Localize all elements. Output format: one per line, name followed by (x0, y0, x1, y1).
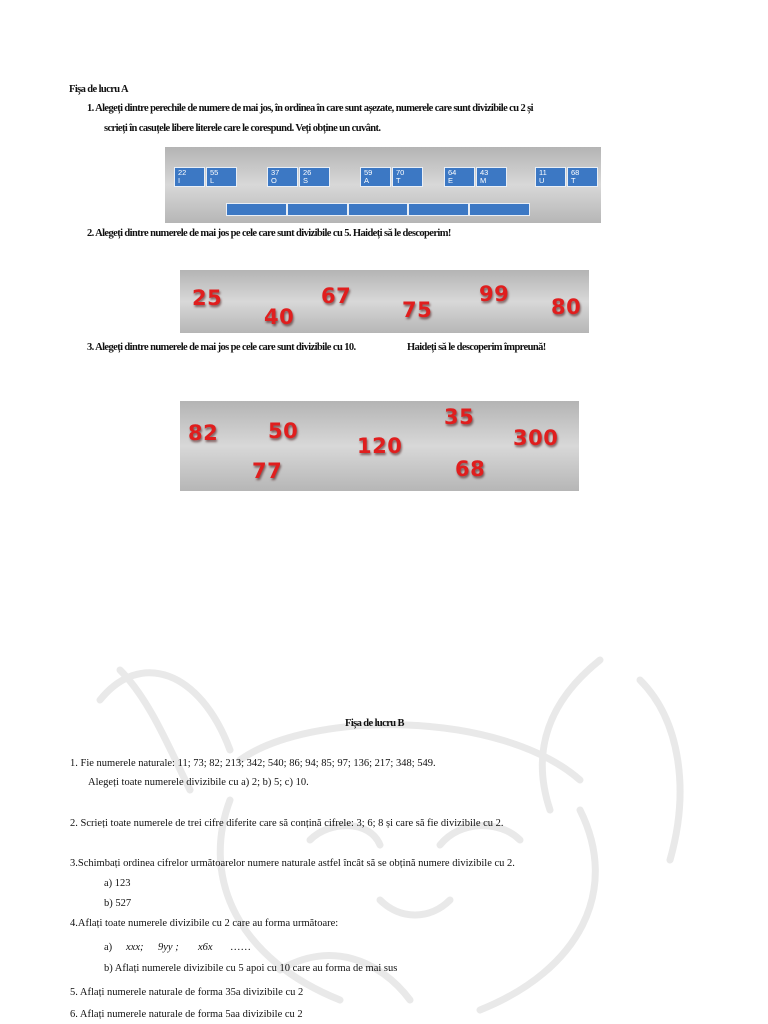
task-3-text-continued: Haideți să le descoperim împreună! (407, 342, 546, 353)
answer-slot[interactable] (287, 203, 348, 216)
tile-70-t: 70 T (392, 167, 423, 187)
task-2-number-panel (180, 270, 589, 333)
number-120: 120 (357, 434, 403, 458)
number-50: 50 (268, 419, 299, 443)
number-68: 68 (455, 457, 486, 481)
answer-slot[interactable] (408, 203, 469, 216)
task-1-line-1: 1. Alegeți dintre perechile de numere de mai jos, în ordinea în care sunt așezate, numerele care sunt divizibile cu 2 și (87, 103, 533, 114)
form-xxx: xxx; (126, 942, 144, 953)
form-x6x: x6x (198, 942, 213, 953)
exercise-4-b: b) Aflați numerele divizibile cu 5 apoi cu 10 care au forma de mai sus (104, 963, 398, 974)
tile-55-l: 55 L (206, 167, 237, 187)
form-9yy: 9yy ; (158, 942, 179, 953)
tile-26-s: 26 S (299, 167, 330, 187)
tile-11-u: 11 U (535, 167, 566, 187)
answer-slot[interactable] (348, 203, 409, 216)
number-82: 82 (188, 421, 219, 445)
exercise-3-a: a) 123 (104, 878, 131, 889)
tile-59-a: 59 A (360, 167, 391, 187)
tile-68-t: 68 T (567, 167, 598, 187)
worksheet-b-title: Fișa de lucru B (345, 718, 404, 729)
exercise-1-line-1: 1. Fie numerele naturale: 11; 73; 82; 213; 342; 540; 86; 94; 85; 97; 136; 217; 348; 549. (70, 758, 436, 769)
tile-64-e: 64 E (444, 167, 475, 187)
form-ellipsis: …… (230, 942, 251, 953)
exercise-2: 2. Scrieți toate numerele de trei cifre diferite care să conțină cifrele: 3; 6; 8 și care să fie divizibile cu 2. (70, 818, 504, 829)
task-2-text: 2. Alegeți dintre numerele de mai jos pe cele care sunt divizibile cu 5. Haideți să le descoperim! (87, 228, 451, 239)
number-300: 300 (513, 426, 559, 450)
exercise-5: 5. Aflați numerele naturale de forma 35a divizibile cu 2 (70, 987, 304, 998)
task-3-text: 3. Alegeți dintre numerele de mai jos pe cele care sunt divizibile cu 10. (87, 342, 356, 353)
exercise-1-line-2: Alegeți toate numerele divizibile cu a) 2; b) 5; c) 10. (88, 777, 309, 788)
tile-43-m: 43 M (476, 167, 507, 187)
worksheet-a-title: Fişa de lucru A (69, 84, 128, 95)
tile-22-i: 22 I (174, 167, 205, 187)
number-75: 75 (402, 298, 433, 322)
exercise-6: 6. Aflați numerele naturale de forma 5aa divizibile cu 2 (70, 1009, 303, 1020)
exercise-3-b: b) 527 (104, 898, 132, 909)
task-1-line-2: scrieți în casuțele libere literele care le corespund. Veți obține un cuvânt. (104, 123, 381, 134)
answer-slots (226, 203, 530, 216)
number-99: 99 (479, 282, 510, 306)
exercise-3: 3.Schimbați ordinea cifrelor următoarelor numere naturale astfel încât să se obțină numere divizibile cu 2. (70, 858, 515, 869)
number-80: 80 (551, 295, 582, 319)
number-35: 35 (444, 405, 475, 429)
number-40: 40 (264, 305, 295, 329)
exercise-4-a-label: a) (104, 942, 113, 953)
tile-37-o: 37 O (267, 167, 298, 187)
exercise-4: 4.Aflați toate numerele divizibile cu 2 care au forma următoare: (70, 918, 339, 929)
number-25: 25 (192, 286, 223, 310)
answer-slot[interactable] (226, 203, 287, 216)
number-77: 77 (252, 459, 283, 483)
answer-slot[interactable] (469, 203, 530, 216)
number-67: 67 (321, 284, 352, 308)
